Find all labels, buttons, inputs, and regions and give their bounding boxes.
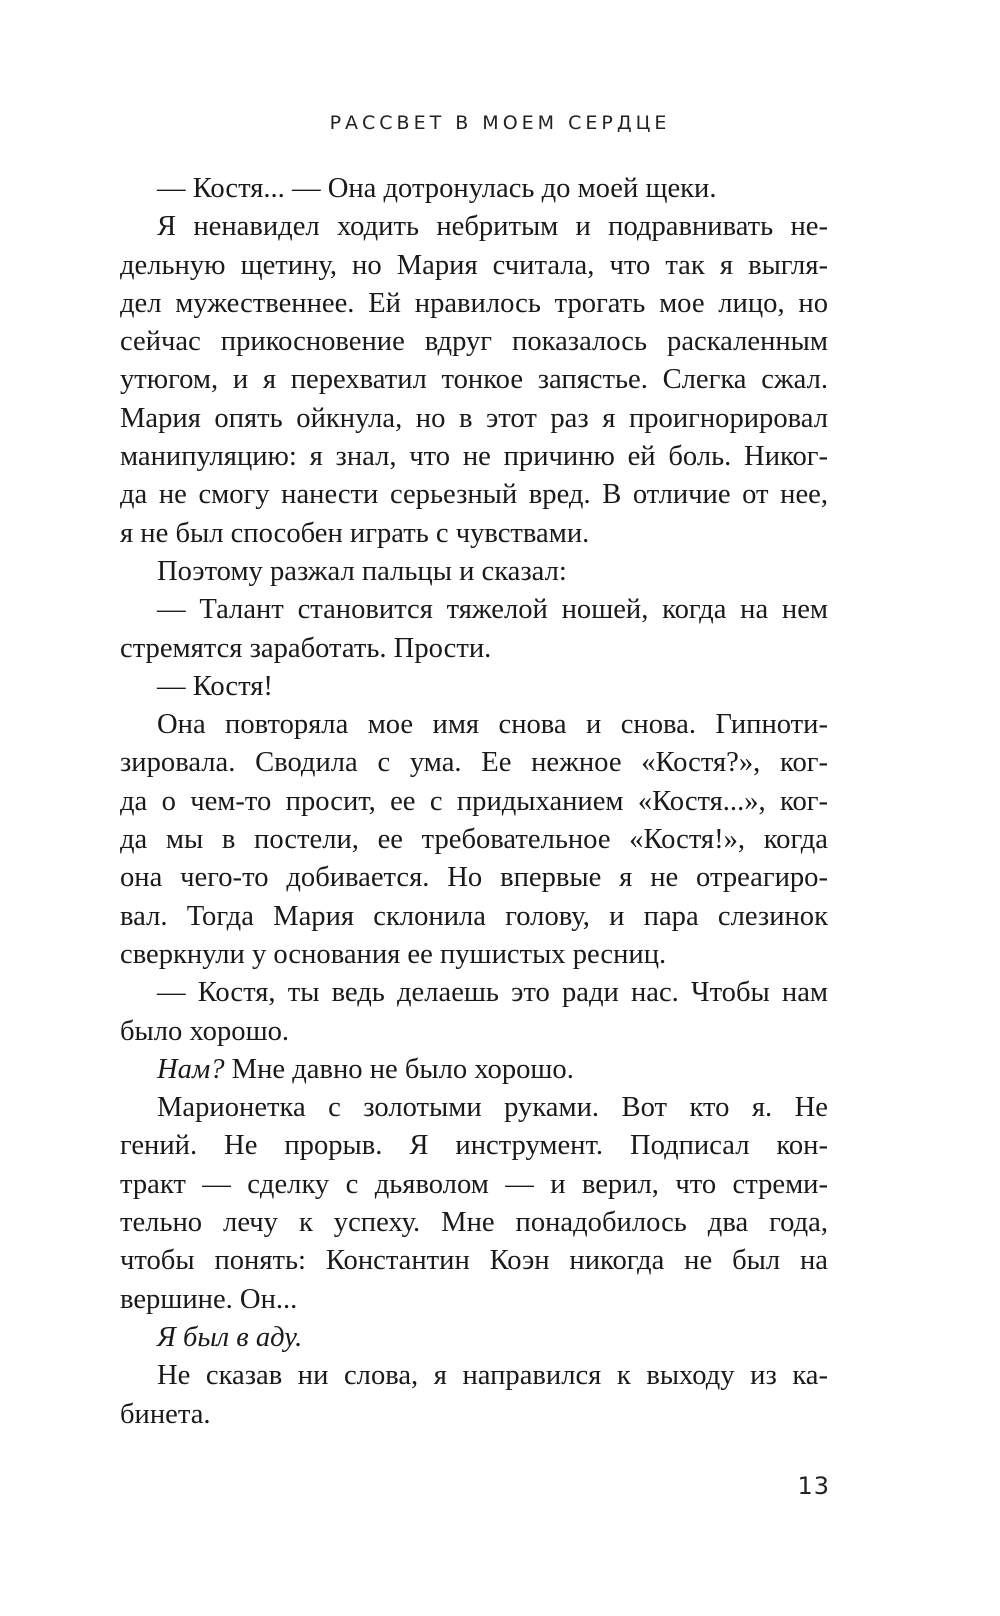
text-line: чтобы понять: Константин Коэн никогда не был на <box>120 1245 828 1277</box>
paragraph <box>120 591 828 668</box>
text-line: стремятся заработать. Прости. <box>120 632 492 664</box>
text-line: дельную щетину, но Мария считала, что так я выгля- <box>120 249 828 281</box>
text-line: — Костя... — Она дотронулась до моей щеки. <box>157 173 717 204</box>
text-line: бинета. <box>120 1398 211 1430</box>
text-line: гений. Не прорыв. Я инструмент. Подписал кон- <box>120 1130 828 1162</box>
text-line: да о чем-то просит, ее с придыханием «Костя...», ког- <box>120 785 828 817</box>
text-line: — Костя, ты ведь делаешь это ради нас. Чтобы нам <box>157 977 828 1009</box>
text-line: Она повторяла мое имя снова и снова. Гипноти- <box>157 709 828 741</box>
text-line: Мария опять ойкнула, но в этот раз я проигнорировал <box>120 402 828 434</box>
paragraph <box>120 1051 828 1089</box>
body-text <box>120 170 828 1434</box>
text-line: Я ненавидел ходить небритым и подравнивать не- <box>157 211 828 243</box>
paragraph <box>120 170 828 208</box>
text-line: да мы в постели, ее требовательное «Костя!», когда <box>120 824 828 856</box>
text-fragment: Мне давно не было хорошо. <box>224 1053 574 1085</box>
paragraph <box>120 1089 828 1319</box>
running-title: РАССВЕТ В МОЕМ СЕРДЦЕ <box>329 112 671 134</box>
text-line: я не был способен играть с чувствами. <box>120 517 590 549</box>
text-line: манипуляцию: я знал, что не причиню ей боль. Никог- <box>120 441 828 473</box>
text-line: Не сказав ни слова, я направился к выходу из ка- <box>157 1360 828 1392</box>
text-line: она чего-то добивается. Но впервые я не отреагиро- <box>120 862 828 894</box>
italic-line: Я был в аду. <box>157 1321 303 1353</box>
text-line: сейчас прикосновение вдруг показалось раскаленным <box>120 326 828 358</box>
text-line: зировала. Сводила с ума. Ее нежное «Костя?», ког- <box>120 747 828 779</box>
paragraph <box>120 974 828 1051</box>
text-line: вершине. Он... <box>120 1283 298 1315</box>
text-line: тракт — сделку с дьяволом — и верил, что стреми- <box>120 1168 828 1200</box>
text-line: Марионетка с золотыми руками. Вот кто я. Не <box>157 1092 828 1124</box>
text-line: тельно лечу к успеху. Мне понадобилось два года, <box>120 1207 828 1239</box>
text-line: дел мужественнее. Ей нравилось трогать мое лицо, но <box>120 287 828 319</box>
text-line <box>120 1051 828 1089</box>
text-line: Поэтому разжал пальцы и сказал: <box>157 555 567 587</box>
text-line: утюгом, и я перехватил тонкое запястье. Слегка сжал. <box>120 364 828 396</box>
text-line: было хорошо. <box>120 1015 290 1047</box>
paragraph <box>120 668 828 706</box>
page-number: 13 <box>797 1472 830 1500</box>
text-line: да не смогу нанести серьезный вред. В отличие от нее, <box>120 479 828 511</box>
paragraph <box>120 208 828 553</box>
paragraph <box>120 1357 828 1434</box>
paragraph <box>120 553 828 591</box>
text-line: — Талант становится тяжелой ношей, когда на нем <box>157 594 828 626</box>
text-line: вал. Тогда Мария склонила голову, и пара слезинок <box>120 900 828 932</box>
text-line: сверкнули у основания ее пушистых ресниц. <box>120 938 667 970</box>
text-line: — Костя! <box>157 670 273 702</box>
paragraph <box>120 1319 828 1357</box>
paragraph <box>120 706 828 974</box>
italic-phrase: Нам? <box>157 1053 225 1085</box>
